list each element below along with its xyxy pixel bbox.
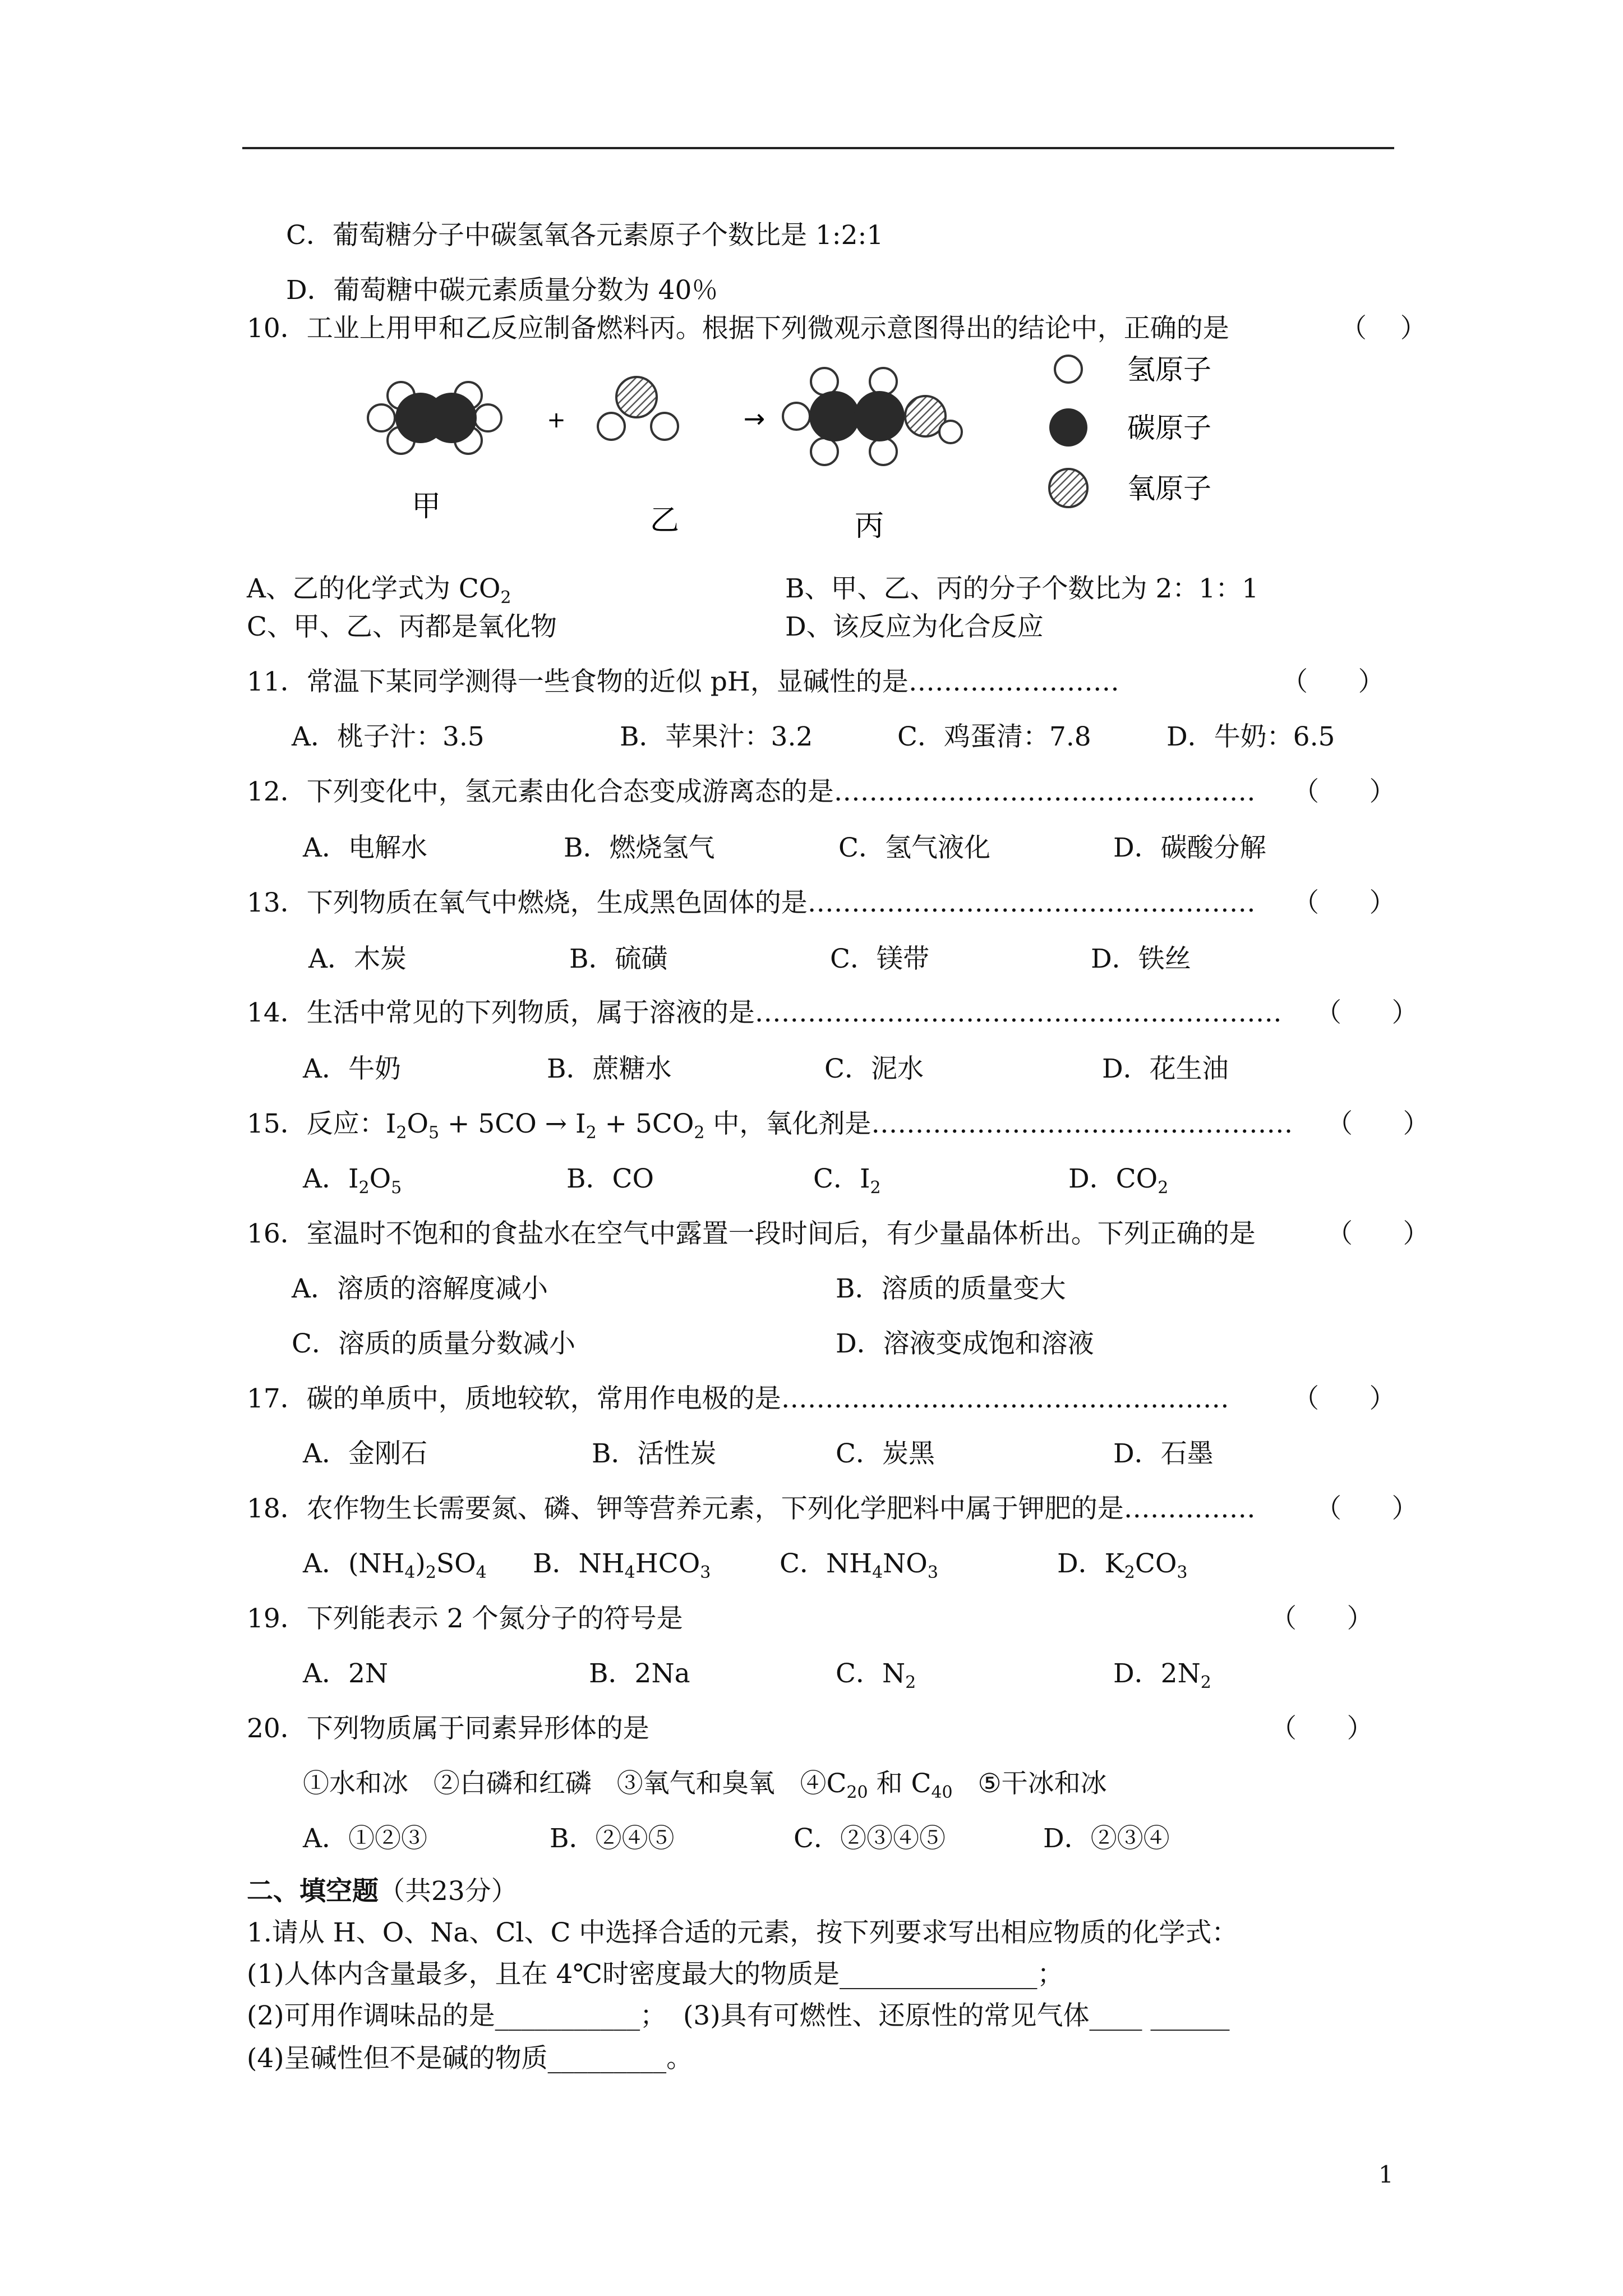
page-number: 1 [1378,2161,1394,2188]
q17-stem: 17．碳的单质中，质地较软，常用作电极的是…………………………………………… [247,1383,1229,1414]
q12-option-d: D．碳酸分解 [1113,832,1266,863]
molecule-jia [368,382,501,454]
q11-answer-paren: （ ） [1281,666,1385,697]
q10-answer-paren: （ ） [1340,313,1427,344]
q20-option-b: B．②④⑤ [550,1823,675,1854]
label-yi: 乙 [649,504,680,537]
q18-option-c: C．$NH_4NO_3$ [780,1548,938,1582]
q9-option-c: C．葡萄糖分子中碳氢氧各元素原子个数比是 1:2:1 [286,220,884,251]
q19-option-a: A．2N [303,1658,388,1689]
q13-option-d: D．铁丝 [1091,944,1191,974]
q13-option-c: C．镁带 [830,944,929,974]
section2-q1-intro: 1.请从 H、O、Na、Cl、C 中选择合适的元素，按下列要求写出相应物质的化学式： [247,1917,1238,1948]
q16-stem: 16．室温时不饱和的食盐水在空气中露置一段时间后，有少量晶体析出。下列正确的是 [247,1218,1256,1249]
q14-option-b: B．蔗糖水 [547,1053,672,1084]
section2-q1-part1: (1)人体内含量最多，且在 4℃时密度最大的物质是_______________； [247,1959,1064,1990]
q12-option-b: B．燃烧氢气 [564,832,715,863]
q9-option-d: D．葡萄糖中碳元素质量分数为 40％ [286,275,718,306]
legend-oxygen-label: 氧原子 [1127,472,1211,505]
q19-stem: 19．下列能表示 2 个氮分子的符号是 [247,1603,683,1634]
q15-answer-paren: （ ） [1326,1108,1430,1139]
plus-sign: + [547,407,566,433]
q11-option-a: A．桃子汁：3.5 [292,721,485,752]
q16-option-d: D．溶液变成饱和溶液 [836,1328,1094,1359]
q15-option-b: B．CO [566,1163,654,1194]
q12-answer-paren: （ ） [1293,776,1396,807]
q18-stem: 18．农作物生长需要氮、磷、钾等营养元素，下列化学肥料中属于钾肥的是…………… [247,1493,1256,1524]
q14-option-c: C．泥水 [824,1053,924,1084]
q10-molecule-diagram [348,348,1324,561]
q10-option-c: C、甲、乙、丙都是氧化物 [247,611,557,642]
q13-option-a: A．木炭 [308,944,407,974]
q10-option-d: D、该反应为化合反应 [785,611,1044,642]
label-bing: 丙 [854,509,884,543]
q11-option-d: D．牛奶：6.5 [1166,721,1335,752]
section2-heading: 二、填空题（共23分） [247,1876,518,1907]
q17-option-a: A．金刚石 [303,1438,427,1469]
q20-option-d: D．②③④ [1043,1823,1170,1854]
q18-option-a: A．$(NH_4)_2SO_4$ [303,1548,487,1582]
q20-option-c: C．②③④⑤ [794,1823,946,1854]
molecule-bing [783,368,962,465]
q19-option-c: C．$N_2$ [836,1658,916,1692]
q19-option-d: D．$2N_2$ [1113,1658,1211,1692]
q13-answer-paren: （ ） [1293,887,1396,918]
q14-option-d: D．花生油 [1102,1053,1229,1084]
q14-stem: 14．生活中常见的下列物质，属于溶液的是…………………………………………………… [247,997,1282,1028]
q10-option-a: A、乙的化学式为 $CO_2$ [247,573,511,608]
q16-answer-paren: （ ） [1326,1218,1430,1249]
legend-hydrogen-label: 氢原子 [1127,353,1211,386]
q17-option-d: D．石墨 [1113,1438,1214,1469]
q11-stem: 11．常温下某同学测得一些食物的近似 pH，显碱性的是…………………… [247,666,1119,697]
q15-option-a: A．$I_2O_5$ [303,1163,402,1198]
q20-stem: 20．下列物质属于同素异形体的是 [247,1713,649,1744]
q16-option-c: C．溶质的质量分数减小 [292,1328,575,1359]
q20-option-a: A．①②③ [303,1823,427,1854]
q13-stem: 13．下列物质在氧气中燃烧，生成黑色固体的是…………………………………………… [247,887,1256,918]
q17-option-b: B．活性炭 [592,1438,717,1469]
q12-stem: 12．下列变化中，氢元素由化合态变成游离态的是………………………………………… [247,776,1256,807]
label-jia: 甲 [411,490,441,523]
section2-q1-part2-3: (2)可用作调味品的是___________； (3)具有可燃性、还原性的常见气体____ ______ [247,2000,1230,2031]
q17-option-c: C．炭黑 [836,1438,935,1469]
q12-option-c: C．氢气液化 [838,832,990,863]
q16-option-a: A．溶质的溶解度减小 [292,1273,548,1304]
q13-option-b: B．硫磺 [569,944,668,974]
legend [1049,353,1211,507]
q12-option-a: A．电解水 [303,832,427,863]
q19-option-b: B．2Na [589,1658,690,1689]
section2-q1-part4: (4)呈碱性但不是碱的物质_________。 [247,2043,693,2074]
q10-option-b: B、甲、乙、丙的分子个数比为 2：1：1 [785,573,1259,604]
q11-option-b: B．苹果汁：3.2 [620,721,813,752]
q18-option-b: B．$NH_4HCO_3$ [533,1548,711,1582]
q18-answer-paren: （ ） [1315,1493,1418,1524]
q11-option-c: C．鸡蛋清：7.8 [897,721,1091,752]
q17-answer-paren: （ ） [1293,1383,1396,1414]
q20-answer-paren: （ ） [1270,1713,1373,1744]
q10-stem: 10．工业上用甲和乙反应制备燃料丙。根据下列微观示意图得出的结论中，正确的是 [247,313,1229,344]
q16-option-b: B．溶质的质量变大 [836,1273,1066,1304]
legend-carbon-label: 碳原子 [1127,412,1211,444]
q14-option-a: A．牛奶 [303,1053,401,1084]
q15-option-c: C．$I_2$ [813,1163,881,1198]
q14-answer-paren: （ ） [1315,997,1418,1028]
header-rule [242,147,1394,149]
reaction-arrow: → [743,403,766,434]
q15-stem: 15．反应：$I_2O_5 + 5CO \to I_2 + 5CO_2$ 中，氧化剂是………………………………………… [247,1108,1293,1143]
q20-items: ①水和冰 ②白磷和红磷 ③氧气和臭氧 $④C_{20}$ 和 $C_{40}$ ⑤干冰和冰 [303,1768,1107,1802]
q18-option-d: D．$K_2CO_3$ [1057,1548,1188,1582]
q15-option-d: D．$CO_2$ [1068,1163,1169,1198]
q19-answer-paren: （ ） [1270,1603,1373,1634]
molecule-yi [598,377,678,440]
